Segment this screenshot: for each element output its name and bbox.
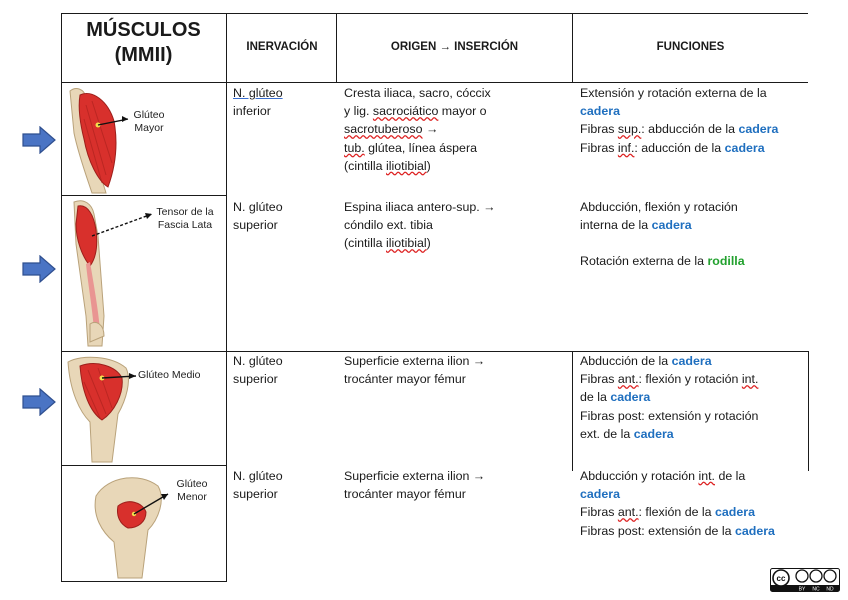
svg-text:cc: cc bbox=[776, 574, 786, 583]
gluteus-maximus-icon bbox=[62, 83, 226, 195]
functions-cell: Extensión y rotación externa de la cadera Fibras sup.: abducción de la cadera Fibras inf.: aducción de la cadera bbox=[580, 86, 779, 155]
muscle-label: Glúteo Medio bbox=[138, 369, 201, 381]
header-functions: FUNCIONES bbox=[656, 41, 725, 53]
innervation-cell: N. glúteo superior bbox=[233, 200, 283, 233]
muscle-label: Tensor de la Fascia Lata bbox=[156, 206, 214, 231]
origin-insertion-cell: Superficie externa ilion → trocánter mayor fémur bbox=[344, 469, 486, 502]
svg-text:ND: ND bbox=[826, 586, 834, 592]
innervation-cell: N. glúteo superior bbox=[233, 354, 283, 387]
cc-license-icon bbox=[770, 568, 840, 592]
functions-cell: Abducción y rotación int. de la cadera Fibras ant.: flexión de la cadera Fibras post: extensión de la cadera bbox=[580, 469, 775, 538]
origin-insertion-cell: Superficie externa ilion → trocánter mayor fémur bbox=[344, 354, 486, 387]
origin-insertion-cell: Cresta iliaca, sacro, cóccix y lig. sacrociático mayor o sacrotuberoso → tub. glútea, línea áspera (cintilla iliotibial) bbox=[344, 86, 491, 173]
origin-insertion-cell: Espina iliaca antero-sup. → cóndilo ext. tibia (cintilla iliotibial) bbox=[344, 200, 496, 251]
header-innervation: INERVACIÓN bbox=[246, 41, 318, 53]
gluteus-minimus-illustration bbox=[62, 466, 226, 581]
pointer-arrow-icon bbox=[22, 255, 56, 283]
muscle-label: Glúteo Mayor bbox=[133, 109, 165, 134]
svg-text:NC: NC bbox=[812, 586, 820, 592]
header-origin-insertion: ORIGEN → INSERCIÓN bbox=[390, 41, 519, 53]
gluteus-maximus-illustration bbox=[62, 83, 226, 195]
table-title: MÚSCULOS (MMII) bbox=[86, 19, 201, 66]
innervation-cell: N. glúteo inferior bbox=[233, 86, 283, 119]
functions-cell: Abducción de la cadera Fibras ant.: flexión y rotación int. de la cadera Fibras post: extensión y rotación ext. de la cadera bbox=[580, 354, 759, 441]
innervation-cell: N. glúteo superior bbox=[233, 469, 283, 502]
functions-cell: Abducción, flexión y rotación interna de la cadera Rotación externa de la rodilla bbox=[580, 200, 745, 269]
svg-text:BY: BY bbox=[798, 586, 806, 592]
tensor-fascia-lata-illustration bbox=[62, 196, 226, 350]
pointer-arrow-icon bbox=[22, 388, 56, 416]
pointer-arrow-icon bbox=[22, 126, 56, 154]
gluteus-medius-illustration bbox=[62, 352, 226, 465]
muscle-label: Glúteo Menor bbox=[176, 478, 208, 503]
